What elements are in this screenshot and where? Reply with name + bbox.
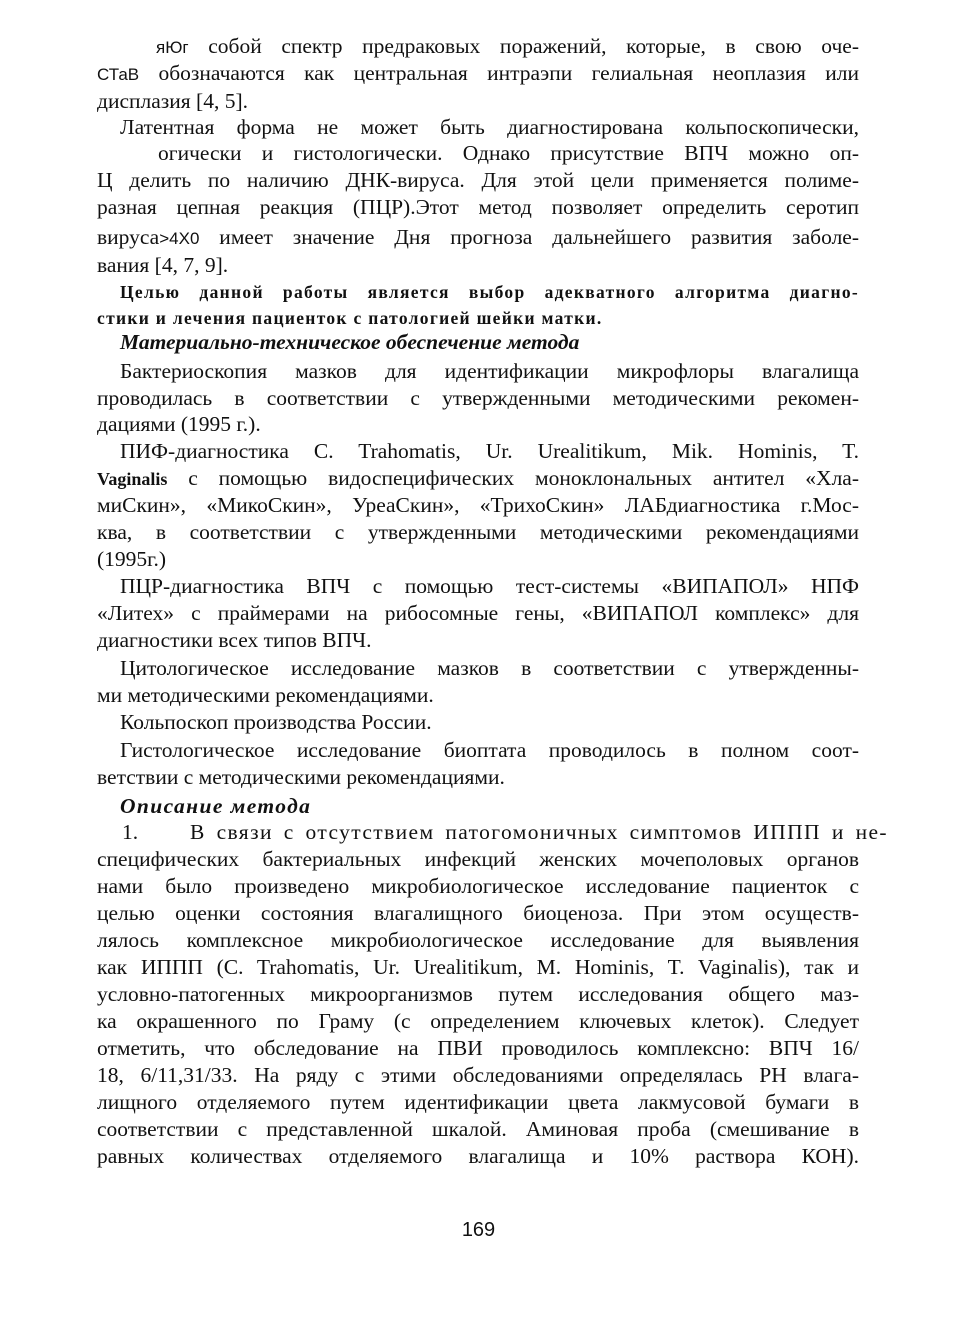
text-line: ква, в соответствии с утвержденными методическими рекомендациями — [97, 520, 859, 544]
text-line: отметить, что обследование на ПВИ проводилось комплексно: ВПЧ 16/ — [97, 1036, 859, 1060]
text-line: Кольпоскоп производства России. — [120, 710, 432, 734]
text-line: Гистологическое исследование биоптата проводилось в полном соот- — [120, 738, 859, 762]
text-line: специфических бактериальных инфекций женских мочеполовых органов — [97, 847, 859, 871]
text-line: целью оценки состояния влагалищного биоценоза. При этом осуществ- — [97, 901, 859, 925]
text-line — [97, 60, 859, 88]
ocr-fragment: яЮг — [156, 38, 189, 57]
text-line — [156, 33, 859, 61]
text-line: равных количествах отделяемого влагалища и 10% раствора КОН). — [97, 1144, 859, 1168]
text-line: нами было произведено микробиологическое исследование пациенток с — [97, 874, 859, 898]
text-line: огически и гистологически. Однако присутствие ВПЧ можно оп- — [158, 141, 859, 165]
text-line: 18, 6/11,31/33. На ряду с этими обследованиями определялась PH влага- — [97, 1063, 859, 1087]
goal-statement-line: стики и лечения пациенток с патологией шейки матки. — [97, 308, 603, 328]
text-span: собой спектр предраковых поражений, которые, в свою оче- — [188, 34, 859, 58]
text-line: условно-патогенных микроорганизмов путем исследования общего маз- — [97, 982, 859, 1006]
text-span: с помощью видоспецифических моноклональных антител «Хла- — [167, 466, 859, 490]
text-line: диагностики всех типов ВПЧ. — [97, 628, 372, 652]
page-number: 169 — [461, 1219, 496, 1241]
text-line: Цитологическое исследование мазков в соответствии с утвержденны- — [120, 656, 859, 680]
text-line: соответствии с представленной шкалой. Аминовая проба (смешивание в — [97, 1117, 859, 1141]
text-line: лищного отделяемого путем идентификации цвета лакмусовой бумаги в — [97, 1090, 859, 1114]
ocr-fragment: СТаВ — [97, 65, 140, 84]
text-span: Vaginalis — [97, 469, 168, 489]
ocr-fragment: >4Х0 — [159, 229, 200, 248]
text-line: Латентная форма не может быть диагностирована кольпоскопически, — [120, 115, 859, 139]
text-line: разная цепная реакция (ПЦР).Этот метод позволяет определить серотип — [97, 195, 859, 219]
section-heading-method: Описание метода — [120, 794, 312, 818]
text-line: дациями (1995 г.). — [97, 412, 261, 436]
goal-statement-line: Целью данной работы является выбор адекватного алгоритма диагно- — [120, 282, 859, 302]
text-line: ка окрашенного по Граму (с определением ключевых клеток). Следует — [97, 1009, 859, 1033]
text-line: Бактериоскопия мазков для идентификации микрофлоры влагалища — [120, 359, 859, 383]
text-span: вируса — [97, 225, 160, 249]
section-heading-materials: Материально-техническое обеспечение метода — [120, 330, 580, 354]
text-line: «Литех» с праймерами на рибосомные гены, «ВИПАПОЛ комплекс» для — [97, 601, 859, 625]
text-line: миСкин», «МикоСкин», УреаСкин», «ТрихоСкин» ЛАБдиагностика г.Мос- — [97, 493, 859, 517]
text-line: вания [4, 7, 9]. — [97, 253, 229, 277]
text-line: (1995г.) — [97, 547, 167, 571]
text-line: дисплазия [4, 5]. — [97, 89, 248, 113]
list-number: 1. — [122, 820, 139, 844]
text-line: ПЦР-диагностика ВПЧ с помощью тест-системы «ВИПАПОЛ» НПФ — [120, 574, 859, 598]
text-line: Ц делить по наличию ДНК-вируса. Для этой цели применяется полиме- — [97, 168, 859, 192]
text-line: ми методическими рекомендациями. — [97, 683, 434, 707]
text-line: как ИППП (C. Trahomatis, Ur. Urealitikum, M. Hominis, T. Vaginalis), так и — [97, 955, 859, 979]
text-line: ПИФ-диагностика C. Trahomatis, Ur. Urealitikum, Mik. Hominis, T. — [120, 439, 859, 463]
text-span: обозначаются как центральная интраэпи гелиальная неоплазия или — [139, 61, 859, 85]
text-span: имеет значение Дня прогноза дальнейшего развития заболе- — [199, 225, 859, 249]
text-line: ветствии с методическими рекомендациями. — [97, 765, 505, 789]
text-line: проводилась в соответствии с утвержденными методическими рекомен- — [97, 386, 859, 410]
text-line: лялось комплексное микробиологическое исследование для выявления — [97, 928, 859, 952]
text-line — [97, 465, 859, 492]
text-line — [97, 224, 859, 252]
text-line: В связи с отсутствием патогомоничных симптомов ИППП и не- — [190, 820, 888, 844]
